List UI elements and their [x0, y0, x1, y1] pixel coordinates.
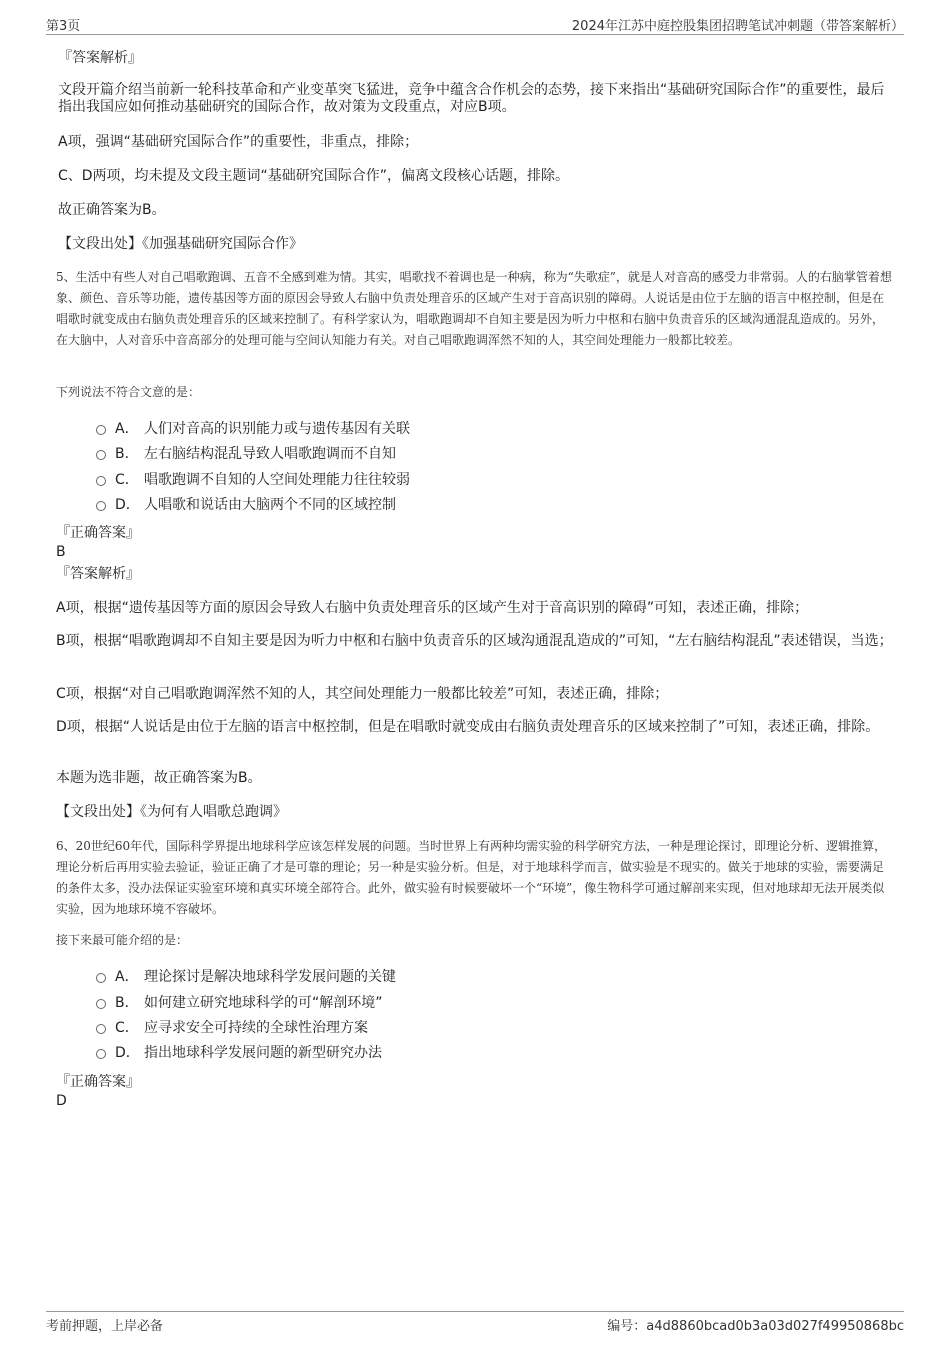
- analysis-paragraph: D项，根据“人说话是由位于左脑的语言中枢控制，但是在唱歌时就变成由右脑负责处理音乐的区域来控制了”可知，表述正确，排除。: [56, 719, 880, 735]
- correct-answer-heading: 『正确答案』: [56, 1074, 140, 1090]
- option-text: 应寻求安全可持续的全球性治理方案: [144, 1020, 368, 1036]
- option-text: 如何建立研究地球科学的可“解剖环境”: [144, 995, 383, 1011]
- page-header: [46, 14, 904, 35]
- radio-button[interactable]: [96, 1049, 106, 1059]
- radio-button[interactable]: [96, 476, 106, 486]
- analysis-paragraph: C项，根据“对自己唱歌跑调浑然不知的人，其空间处理能力一般都比较差”可知，表述正确，排除；: [56, 686, 669, 702]
- analysis-heading: 『答案解析』: [58, 50, 142, 66]
- document-id: 编号：a4d8860bcad0b3a03d027f49950868bc: [607, 1319, 904, 1334]
- footer-slogan: 考前押题，上岸必备: [46, 1319, 164, 1334]
- question-stem: 6、20世纪60年代，国际科学界提出地球科学应该怎样发展的问题。当时世界上有两种均需实验的科学研究方法，一种是理论探讨，即理论分析、逻辑推算，理论分析后再用实验去验证，验证正确了才是可靠的理论；另一种是实验分析。但是，对于地球科学而言，做实验是不现实的。做关于地球的实验，需要满足的条件太多，没办法保证实验室环境和真实环境全部符合。此外，做实验有时候要破坏一个“环境”，像生物科学可通过解剖来实现，但对地球却无法开展类似实验，因为地球环境不容破坏。: [56, 839, 887, 916]
- document-title: 2024年江苏中庭控股集团招聘笔试冲刺题（带答案解析）: [571, 19, 904, 34]
- analysis-conclusion: 故正确答案为B。: [58, 202, 166, 218]
- option-letter: C．: [115, 1020, 139, 1036]
- analysis-paragraph: A项，强调“基础研究国际合作”的重要性，非重点，排除；: [58, 134, 419, 150]
- analysis-paragraph: 文段开篇介绍当前新一轮科技革命和产业变革突飞猛进，竞争中蕴含合作机会的态势，接下来指出“基础研究国际合作”的重要性，最后指出我国应如何推动基础研究的国际合作，故对策为文段重点，对应B项。: [58, 82, 885, 115]
- question-prompt: 下列说法不符合文意的是：: [56, 385, 201, 399]
- page-number: 第3页: [46, 19, 81, 34]
- radio-button[interactable]: [96, 999, 106, 1009]
- radio-button[interactable]: [96, 425, 106, 435]
- option-letter: B．: [115, 995, 139, 1011]
- option-text: 指出地球科学发展问题的新型研究办法: [144, 1045, 382, 1061]
- correct-answer-heading: 『正确答案』: [56, 525, 140, 541]
- analysis-heading: 『答案解析』: [56, 566, 140, 582]
- question-stem: 5、生活中有些人对自己唱歌跑调、五音不全感到难为情。其实，唱歌找不着调也是一种病，称为“失歌症”，就是人对音高的感受力非常弱。人的右脑掌管着想象、颜色、音乐等功能，遗传基因等方面的原因会导致人右脑中负责处理音乐的区域产生对于音高识别的障碍。人说话是由位于左脑的语言中枢控制，但是在唱歌时就变成由右脑负责处理音乐的区域来控制了。有科学家认为，唱歌跑调却不自知主要是因为听力中枢和右脑中负责音乐的区域沟通混乱造成的。另外，在大脑中，人对音乐中音高部分的处理可能与空间认知能力有关。对自己唱歌跑调浑然不知的人，其空间处理能力一般都比较差。: [56, 270, 892, 347]
- option-text: 人们对音高的识别能力或与遗传基因有关联: [144, 421, 410, 437]
- option-text: 左右脑结构混乱导致人唱歌跑调而不自知: [144, 446, 396, 462]
- passage-source: 【文段出处】《为何有人唱歌总跑调》: [56, 804, 287, 820]
- option-letter: D．: [115, 497, 140, 513]
- option-text: 人唱歌和说话由大脑两个不同的区域控制: [144, 497, 396, 513]
- radio-button[interactable]: [96, 501, 106, 511]
- option-letter: B．: [115, 446, 139, 462]
- correct-answer: D: [56, 1093, 67, 1109]
- page-footer: [46, 1311, 904, 1334]
- option-text: 唱歌跑调不自知的人空间处理能力往往较弱: [144, 472, 410, 488]
- analysis-paragraph: A项，根据“遗传基因等方面的原因会导致人右脑中负责处理音乐的区域产生对于音高识别的障碍”可知，表述正确，排除；: [56, 600, 809, 616]
- correct-answer: B: [56, 544, 66, 560]
- passage-source: 【文段出处】《加强基础研究国际合作》: [58, 236, 303, 252]
- radio-button[interactable]: [96, 1024, 106, 1034]
- option-letter: C．: [115, 472, 139, 488]
- option-letter: D．: [115, 1045, 140, 1061]
- question-prompt: 接下来最可能介绍的是：: [56, 933, 189, 947]
- analysis-paragraph: C、D两项，均未提及文段主题词“基础研究国际合作”，偏离文段核心话题，排除。: [58, 168, 570, 184]
- analysis-conclusion: 本题为选非题，故正确答案为B。: [56, 770, 262, 786]
- option-letter: A．: [115, 421, 139, 437]
- option-letter: A．: [115, 969, 139, 985]
- analysis-paragraph: B项，根据“唱歌跑调却不自知主要是因为听力中枢和右脑中负责音乐的区域沟通混乱造成的”可知，“左右脑结构混乱”表述错误，当选；: [56, 633, 893, 649]
- option-text: 理论探讨是解决地球科学发展问题的关键: [144, 969, 396, 985]
- radio-button[interactable]: [96, 450, 106, 460]
- radio-button[interactable]: [96, 973, 106, 983]
